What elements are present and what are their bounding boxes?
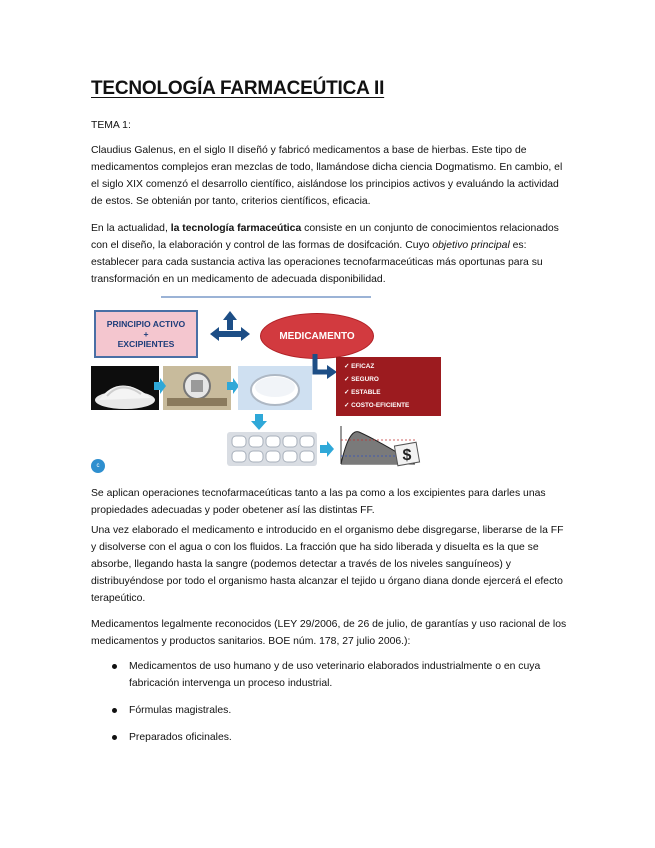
arrow-right-icon	[320, 441, 334, 457]
property-item: ✓ ESTABLE	[344, 389, 381, 396]
tablet-image	[238, 366, 312, 410]
principio-activo-box: PRINCIPIO ACTIVO + EXCIPIENTES	[94, 310, 198, 358]
arrow-right-icon	[154, 378, 166, 394]
powder-image	[91, 366, 159, 410]
four-way-arrow-icon	[209, 310, 251, 352]
list-item: Medicamentos de uso humano y de uso veterinario elaborados industrialmente o en cuya fabricación intervenga un proceso industrial.	[91, 658, 571, 692]
list-item: Preparados oficinales.	[91, 729, 571, 746]
legal-medicines-list	[91, 658, 571, 746]
property-item: ✓ EFICAZ	[344, 363, 375, 370]
paragraph-operations: Se aplican operaciones tecnofarmaceúticas tanto a las pa como a los excipientes para darles unas propiedades adecuadas y poder obetener así las distintas FF.	[91, 488, 546, 516]
property-item: ✓ SEGURO	[344, 376, 379, 383]
paragraph-history: Claudius Galenus, en el siglo II diseñó y fabricó medicamentos a base de hierbas. Este tipo de medicamentos complejos eran mezclas de todo, llamándose dicha ciencia Dogmatismo. En cambio, el el siglo XIX comenzó el desarrollo científico, aislándose los principios activos y evaluándo la actividad de estos. Se obtenián por tanto, criterios científicos, eficacia.	[91, 145, 563, 207]
machine-image	[163, 366, 231, 410]
properties-list	[336, 357, 441, 416]
blister-pack-image	[227, 432, 317, 466]
medicamento-oval: MEDICAMENTO	[260, 313, 374, 359]
pharma-diagram-figure	[91, 296, 450, 476]
svg-text:$: $	[402, 447, 412, 464]
arrow-down-icon	[251, 414, 267, 430]
bent-arrow-icon	[309, 354, 339, 384]
money-icon	[393, 440, 421, 468]
paragraph-legal: Medicamentos legalmente reconocidos (LEY 29/2006, de 26 de julio, de garantías y uso racional de los medicamentos y productos sanitarios. BOE núm. 178, 27 julio 2006.):	[91, 619, 567, 647]
paragraph-pharmacokinetics: Una vez elaborado el medicamento e introducido en el organismo debe disgregarse, liberarse de la FF y disolverse con el agua o con los fluidos. La fracción que ha sido liberada y disuelta es la que se absorbe, llegando hasta la sangre (podemos detectar a través de los niveles sanguíneos) y distribuyéndose por todo el organismo hasta alcanzar el tejido u órgano diana donde ejercerá el efecto terapeútico.	[91, 525, 564, 604]
property-item: ✓ COSTO-EFICIENTE	[344, 402, 410, 409]
tema-label: TEMA 1:	[91, 120, 131, 131]
list-item: Fórmulas magistrales.	[91, 702, 571, 719]
figure-top-rule	[161, 296, 371, 298]
paragraph-definition: En la actualidad, la tecnología farmaceútica consiste en un conjunto de conocimientos relacionados con el diseño, la elaboración y control de las formas de dosifcación. Cuyo objetivo principal es: establecer para cada sustancia activa las operaciones tecnofarmaceúticas más oportunas para su transformación en un medicamento de adecuada disponibilidad.	[91, 223, 559, 285]
copyright-logo: c	[91, 459, 105, 473]
document-title: TECNOLOGÍA FARMACEÚTICA II	[91, 78, 385, 99]
